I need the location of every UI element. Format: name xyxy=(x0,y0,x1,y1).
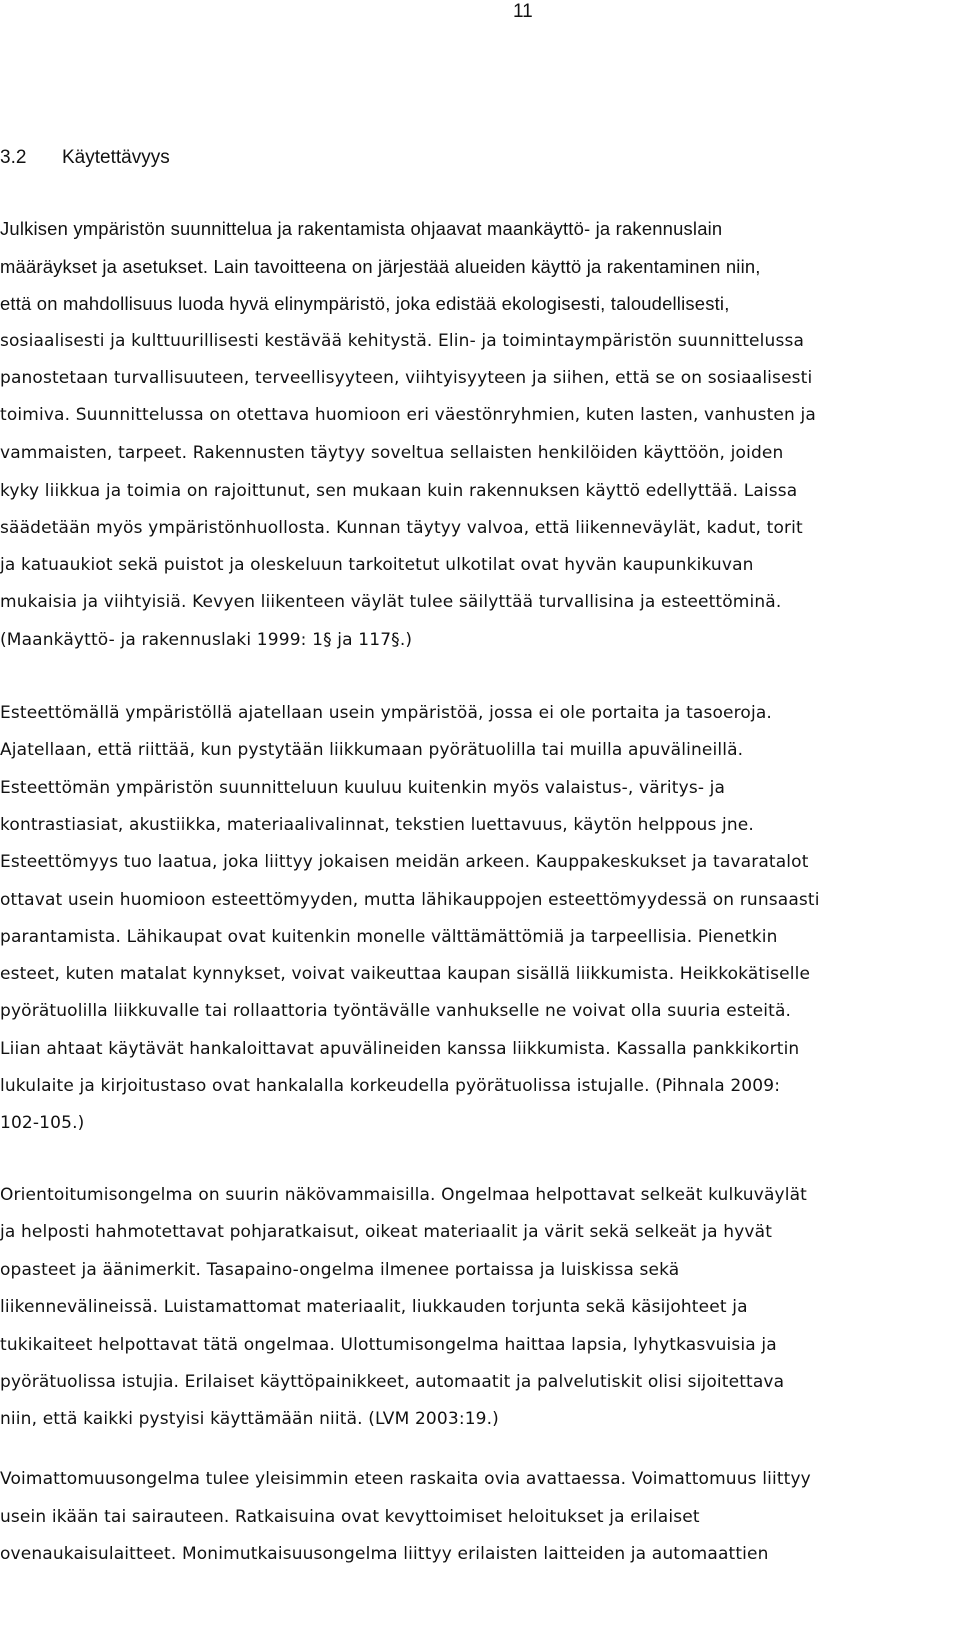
section-title: Käytettävyys xyxy=(62,147,170,168)
paragraph-line: sosiaalisesti ja kulttuurillisesti kestävää kehitystä. Elin- ja toimintaympäristön suunnittelussa xyxy=(0,331,805,351)
paragraph-line: opasteet ja äänimerkit. Tasapaino-ongelma ilmenee portaissa ja luiskissa sekä xyxy=(0,1260,680,1280)
paragraph-line: usein ikään tai sairauteen. Ratkaisuina ovat kevyttoimiset heloitukset ja erilaiset xyxy=(0,1507,700,1527)
paragraph-line: esteet, kuten matalat kynnykset, voivat vaikeuttaa kaupan sisällä liikkumista. Heikkokätiselle xyxy=(0,964,811,984)
paragraph-line: niin, että kaikki pystyisi käyttämään niitä. (LVM 2003:19.) xyxy=(0,1409,499,1429)
paragraph-line: parantamista. Lähikaupat ovat kuitenkin monelle välttämättömiä ja tarpeellisia. Pienetkin xyxy=(0,927,778,947)
paragraph-line: liikennevälineissä. Luistamattomat materiaalit, liukkauden torjunta sekä käsijohteet ja xyxy=(0,1297,748,1317)
section-number: 3.2 xyxy=(0,147,27,168)
paragraph-line: tukikaiteet helpottavat tätä ongelmaa. Ulottumisongelma haittaa lapsia, lyhytkasvuisia ja xyxy=(0,1335,777,1355)
section-heading xyxy=(0,146,170,170)
paragraph-line: vammaisten, tarpeet. Rakennusten täytyy soveltua sellaisten henkilöiden käyttöön, joiden xyxy=(0,443,784,463)
paragraph-line: (Maankäyttö- ja rakennuslaki 1999: 1§ ja 117§.) xyxy=(0,630,413,650)
paragraph-line: että on mahdollisuus luoda hyvä elinympäristö, joka edistää ekologisesti, taloudellisesti, xyxy=(0,293,730,314)
paragraph-line: Julkisen ympäristön suunnittelua ja rakentamista ohjaavat maankäyttö- ja rakennuslain xyxy=(0,218,723,239)
paragraph-line: pyörätuolissa istujia. Erilaiset käyttöpainikkeet, automaatit ja palvelutiskit olisi sijoitettava xyxy=(0,1372,785,1392)
paragraph-line: kontrastiasiat, akustiikka, materiaalivalinnat, tekstien luettavuus, käytön helppous jne. xyxy=(0,815,754,835)
paragraph-line: panostetaan turvallisuuteen, terveellisyyteen, viihtyisyyteen ja siihen, että se on sosiaalisesti xyxy=(0,368,813,388)
paragraph-line: Orientoitumisongelma on suurin näkövammaisilla. Ongelmaa helpottavat selkeät kulkuväylät xyxy=(0,1185,807,1205)
paragraph-line: Esteettömän ympäristön suunnitteluun kuuluu kuitenkin myös valaistus-, väritys- ja xyxy=(0,778,726,798)
paragraph-line: ja katuaukiot sekä puistot ja oleskeluun tarkoitetut ulkotilat ovat hyvän kaupunkikuvan xyxy=(0,555,754,575)
paragraph-line: Esteettömyys tuo laatua, joka liittyy jokaisen meidän arkeen. Kauppakeskukset ja tavaratalot xyxy=(0,852,809,872)
paragraph-line: Liian ahtaat käytävät hankaloittavat apuvälineiden kanssa liikkumista. Kassalla pankkikortin xyxy=(0,1039,800,1059)
paragraph-line: pyörätuolilla liikkuvalle tai rollaattoria työntävälle vanhukselle ne voivat olla suuria esteitä. xyxy=(0,1001,792,1021)
paragraph-line: säädetään myös ympäristönhuollosta. Kunnan täytyy valvoa, että liikenneväylät, kadut, torit xyxy=(0,518,803,538)
paragraph-line: ja helposti hahmotettavat pohjaratkaisut, oikeat materiaalit ja värit sekä selkeät ja hyvät xyxy=(0,1222,773,1242)
paragraph-line: toimiva. Suunnittelussa on otettava huomioon eri väestönryhmien, kuten lasten, vanhusten ja xyxy=(0,405,816,425)
paragraph-line: Esteettömällä ympäristöllä ajatellaan usein ympäristöä, jossa ei ole portaita ja tasoeroja. xyxy=(0,703,772,723)
page-number: 11 xyxy=(513,1,533,22)
paragraph-line: määräykset ja asetukset. Lain tavoitteena on järjestää alueiden käyttö ja rakentaminen niin, xyxy=(0,256,761,277)
paragraph-line: ovenaukaisulaitteet. Monimutkaisuusongelma liittyy erilaisten laitteiden ja automaattien xyxy=(0,1544,769,1564)
paragraph-line: lukulaite ja kirjoitustaso ovat hankalalla korkeudella pyörätuolissa istujalle. (Pihnala 2009: xyxy=(0,1076,781,1096)
paragraph-line: ottavat usein huomioon esteettömyyden, mutta lähikauppojen esteettömyydessä on runsaasti xyxy=(0,890,820,910)
paragraph-line: Ajatellaan, että riittää, kun pystytään liikkumaan pyörätuolilla tai muilla apuvälineillä. xyxy=(0,740,744,760)
paragraph-line: mukaisia ja viihtyisiä. Kevyen liikenteen väylät tulee säilyttää turvallisina ja esteettöminä. xyxy=(0,592,782,612)
paragraph-line: Voimattomuusongelma tulee yleisimmin eteen raskaita ovia avattaessa. Voimattomuus liittyy xyxy=(0,1469,811,1489)
paragraph-line: 102-105.) xyxy=(0,1113,85,1133)
paragraph-line: kyky liikkua ja toimia on rajoittunut, sen mukaan kuin rakennuksen käyttö edellyttää. Laissa xyxy=(0,481,798,501)
